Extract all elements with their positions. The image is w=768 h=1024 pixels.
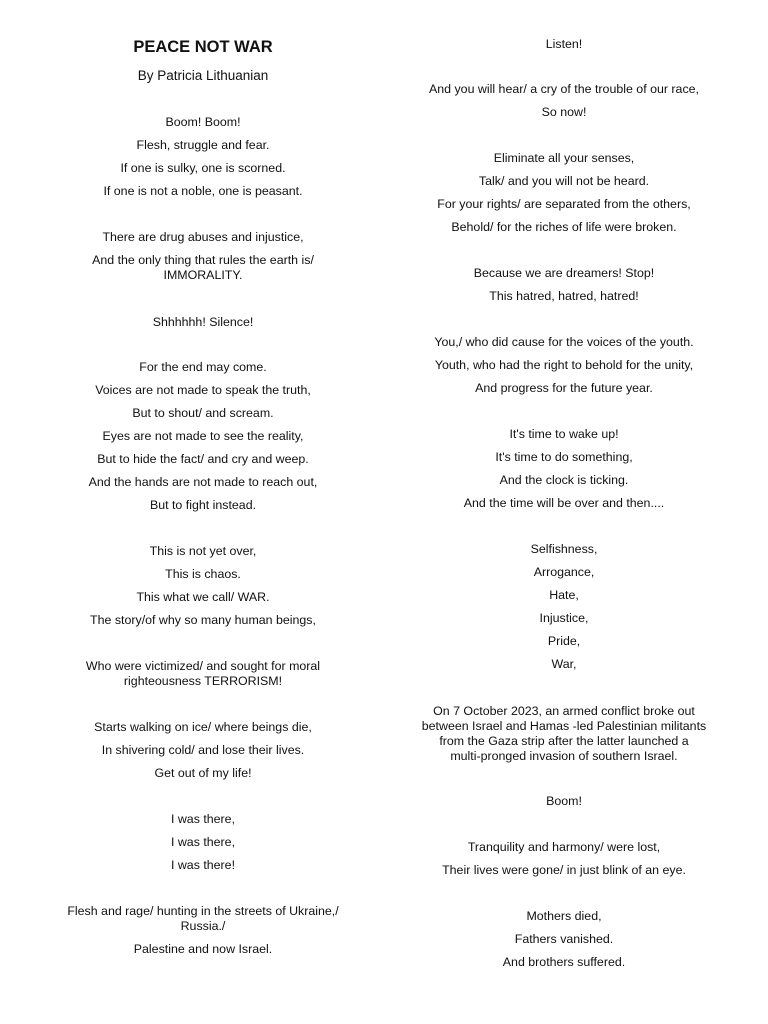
poem-line: If one is sulky, one is scorned.	[120, 161, 286, 175]
poem-line: Who were victimized/ and sought for moral righteousness TERRORISM!	[85, 659, 321, 688]
poem-author: By Patricia Lithuanian	[137, 68, 269, 83]
poem-line: You,/ who did cause for the voices of the youth.	[434, 335, 694, 349]
poem-line: Arrogance,	[533, 565, 595, 579]
poem-line: Get out of my life!	[154, 766, 252, 780]
poem-line: Tranquility and harmony/ were lost,	[467, 840, 661, 854]
poem-line: This is chaos.	[165, 567, 241, 581]
poem-line: For your rights/ are separated from the others,	[437, 197, 691, 211]
poem-line: Palestine and now Israel.	[133, 942, 273, 956]
poem-line: Flesh and rage/ hunting in the streets of Ukraine,/ Russia./	[67, 904, 339, 933]
poem-line: Shhhhhh! Silence!	[152, 315, 254, 329]
poem-line: Starts walking on ice/ where beings die,	[94, 720, 312, 734]
poem-line: Fathers vanished.	[514, 932, 614, 946]
poem-line: Listen!	[545, 37, 583, 51]
poem-line: Because we are dreamers! Stop!	[473, 266, 655, 280]
poem-line: For the end may come.	[139, 360, 267, 374]
poem-line: War,	[551, 657, 577, 671]
poem-line: But to fight instead.	[149, 498, 257, 512]
poem-line: This is not yet over,	[149, 544, 257, 558]
poem-line: Pride,	[547, 634, 581, 648]
poem-line: This hatred, hatred, hatred!	[489, 289, 639, 303]
poem-line: Injustice,	[539, 611, 589, 625]
poem-line: It's time to do something,	[495, 450, 633, 464]
poem-line: And you will hear/ a cry of the trouble of our race,	[429, 82, 699, 96]
poem-line: And the time will be over and then....	[463, 496, 665, 510]
poem-line: Mothers died,	[526, 909, 602, 923]
poem-line: I was there!	[170, 858, 236, 872]
poem-line: Youth, who had the right to behold for the unity,	[434, 358, 694, 372]
poem-line: Voices are not made to speak the truth,	[95, 383, 311, 397]
poem-line: There are drug abuses and injustice,	[102, 230, 304, 244]
poem-line: And progress for the future year.	[475, 381, 653, 395]
poem-line: But to shout/ and scream.	[132, 406, 274, 420]
poem-line: So now!	[541, 105, 587, 119]
poem-line: Talk/ and you will not be heard.	[478, 174, 650, 188]
poem-line: It's time to wake up!	[509, 427, 619, 441]
poem-line: And brothers suffered.	[502, 955, 626, 969]
poem-line: If one is not a noble, one is peasant.	[103, 184, 303, 198]
poem-line: I was there,	[170, 812, 236, 826]
poem-line: Selfishness,	[530, 542, 598, 556]
poem-line: Boom!	[546, 794, 582, 808]
poem-line: Hate,	[549, 588, 579, 602]
poem-line: And the clock is ticking.	[499, 473, 629, 487]
poem-title: PEACE NOT WAR	[133, 38, 273, 56]
poem-line: Eyes are not made to see the reality,	[102, 429, 304, 443]
poem-line: On 7 October 2023, an armed conflict broke out between Israel and Hamas -led Palestinian militants from the Gaza strip after the latter launched a multi-pronged invasion of southern Israel.	[421, 704, 707, 763]
poem-line: But to hide the fact/ and cry and weep.	[97, 452, 309, 466]
poem-line: Flesh, struggle and fear.	[136, 138, 270, 152]
poem-line: Boom! Boom!	[165, 115, 241, 129]
poem-line: The story/of why so many human beings,	[90, 613, 316, 627]
poem-line: And the hands are not made to reach out,	[88, 475, 318, 489]
poem-line: In shivering cold/ and lose their lives.	[101, 743, 305, 757]
poem-line: Behold/ for the riches of life were broken.	[451, 220, 677, 234]
poem-line: Eliminate all your senses,	[493, 151, 635, 165]
poem-line: I was there,	[170, 835, 236, 849]
poem-line: This what we call/ WAR.	[136, 590, 270, 604]
poem-line: Their lives were gone/ in just blink of an eye.	[442, 863, 686, 877]
poem-line: And the only thing that rules the earth is/ IMMORALITY.	[92, 253, 314, 282]
